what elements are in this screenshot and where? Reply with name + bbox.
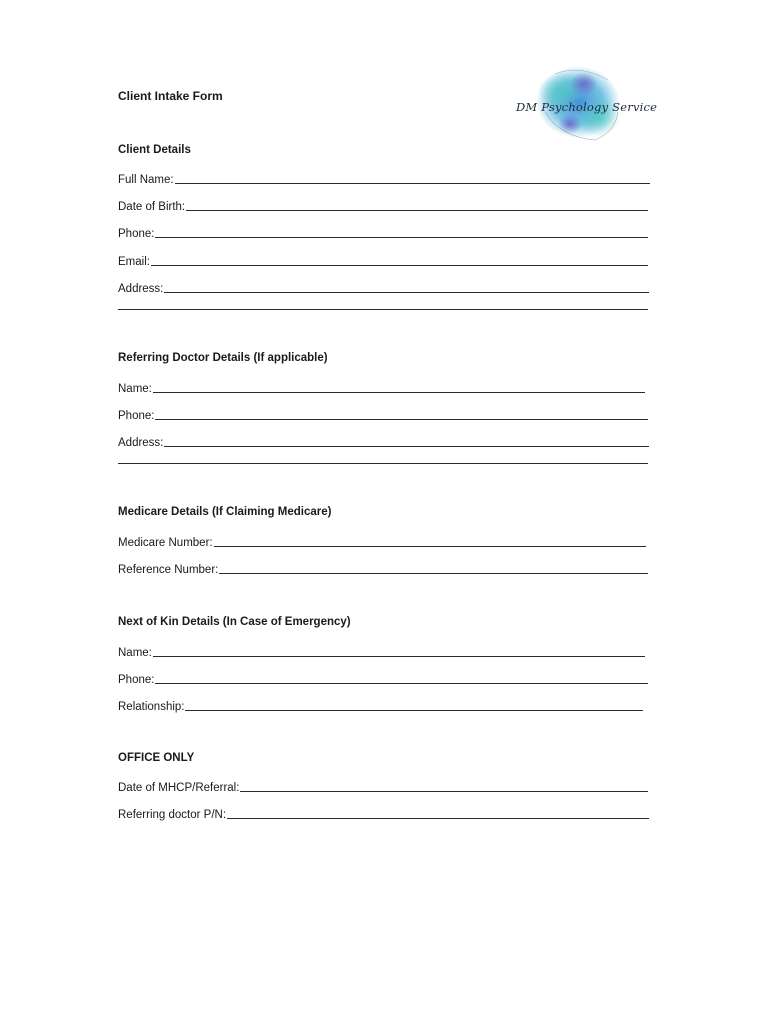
doctor-name-field[interactable] [118, 379, 645, 395]
reference-number-line[interactable] [219, 561, 648, 574]
medicare-number-field[interactable] [118, 533, 646, 549]
doctor-address-continuation-line[interactable] [118, 463, 648, 464]
full-name-line[interactable] [175, 171, 650, 184]
office-only-heading: OFFICE ONLY [118, 752, 195, 764]
mhcp-referral-date-field[interactable] [118, 778, 648, 794]
address-label: Address: [118, 283, 164, 295]
date-of-birth-label: Date of Birth: [118, 201, 186, 213]
mhcp-referral-date-line[interactable] [240, 779, 648, 792]
kin-name-line[interactable] [153, 644, 645, 657]
full-name-label: Full Name: [118, 174, 174, 186]
kin-name-label: Name: [118, 647, 152, 659]
phone-label: Phone: [118, 228, 155, 240]
doctor-address-field[interactable] [118, 433, 649, 449]
relationship-field[interactable] [118, 697, 643, 713]
date-of-birth-line[interactable] [186, 198, 648, 211]
address-field[interactable] [118, 279, 649, 295]
referring-doctor-pn-field[interactable] [118, 805, 649, 821]
doctor-phone-line[interactable] [155, 407, 648, 420]
phone-field[interactable] [118, 224, 648, 240]
form-title: Client Intake Form [118, 89, 223, 103]
email-label: Email: [118, 256, 150, 268]
address-continuation-line[interactable] [118, 309, 648, 310]
doctor-phone-label: Phone: [118, 410, 155, 422]
email-line[interactable] [151, 253, 648, 266]
medicare-heading: Medicare Details (If Claiming Medicare) [118, 506, 332, 518]
kin-phone-line[interactable] [155, 671, 648, 684]
doctor-phone-field[interactable] [118, 406, 648, 422]
logo-text: DM Psychology Service [516, 100, 658, 114]
doctor-name-line[interactable] [153, 380, 645, 393]
doctor-address-line[interactable] [164, 434, 649, 447]
date-of-birth-field[interactable] [118, 197, 648, 213]
kin-phone-label: Phone: [118, 674, 155, 686]
email-field[interactable] [118, 252, 648, 268]
relationship-line[interactable] [185, 698, 643, 711]
full-name-field[interactable] [118, 170, 650, 186]
medicare-number-line[interactable] [214, 534, 646, 547]
doctor-address-label: Address: [118, 437, 164, 449]
phone-line[interactable] [155, 225, 648, 238]
kin-phone-field[interactable] [118, 670, 648, 686]
doctor-name-label: Name: [118, 383, 152, 395]
mhcp-referral-date-label: Date of MHCP/Referral: [118, 782, 240, 794]
reference-number-label: Reference Number: [118, 564, 219, 576]
referring-doctor-heading: Referring Doctor Details (If applicable) [118, 352, 328, 364]
medicare-number-label: Medicare Number: [118, 537, 213, 549]
reference-number-field[interactable] [118, 560, 648, 576]
client-details-heading: Client Details [118, 144, 191, 156]
next-of-kin-heading: Next of Kin Details (In Case of Emergency) [118, 616, 351, 628]
referring-doctor-pn-label: Referring doctor P/N: [118, 809, 227, 821]
address-line[interactable] [164, 280, 649, 293]
referring-doctor-pn-line[interactable] [227, 806, 649, 819]
kin-name-field[interactable] [118, 643, 645, 659]
relationship-label: Relationship: [118, 701, 185, 713]
